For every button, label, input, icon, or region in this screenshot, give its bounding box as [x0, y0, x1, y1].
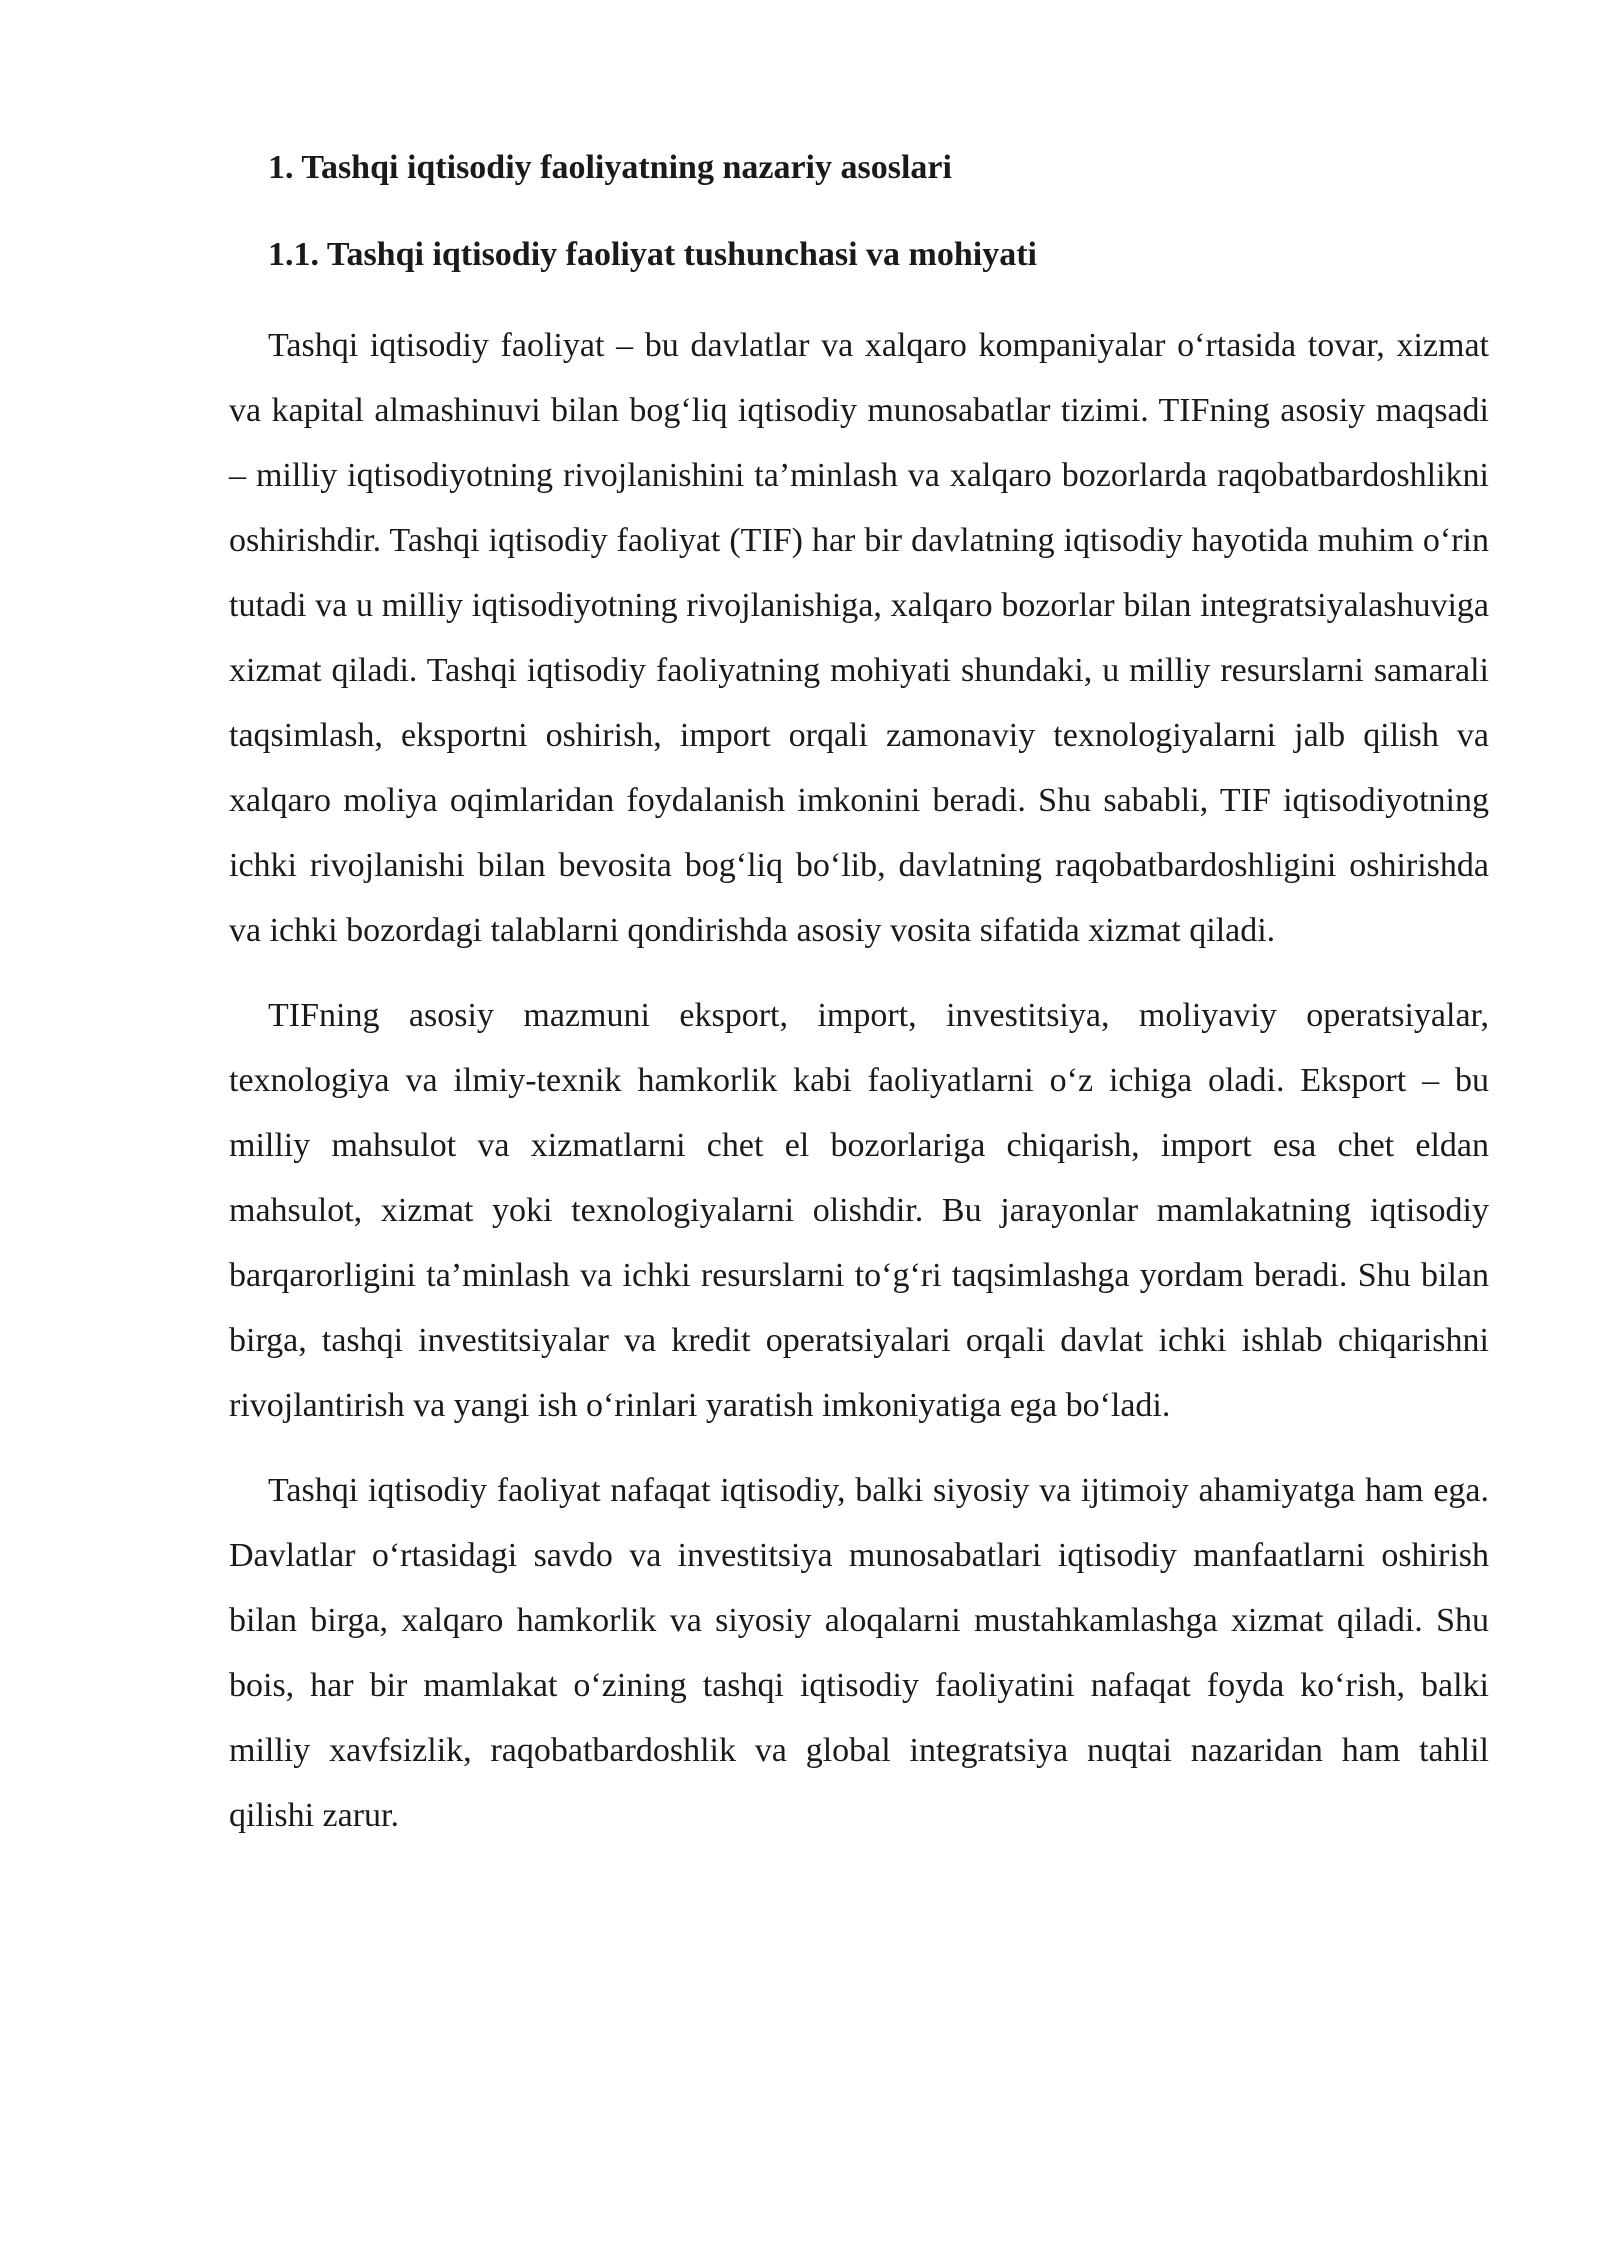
document-page	[229, 148, 1489, 1868]
chapter-heading: 1. Tashqi iqtisodiy faoliyatning nazariy asoslari	[268, 149, 952, 186]
paragraph-1: Tashqi iqtisodiy faoliyat – bu davlatlar va xalqaro kompaniyalar o‘rtasida tovar, xizmat va kapital almashinuvi bilan bog‘liq iqtisodiy munosabatlar tizimi. TIFning asosiy maqsadi – milliy iqtisodiyotning rivojlanishini ta’minlash va xalqaro bozorlarda raqobatbardoshlikni oshirishdir. Tashqi iqtisodiy faoliyat (TIF) har bir davlatning iqtisodiy hayotida muhim o‘rin tutadi va u milliy iqtisodiyotning rivojlanishiga, xalqaro bozorlar bilan integratsiyalashuviga xizmat qiladi. Tashqi iqtisodiy faoliyatning mohiyati shundaki, u milliy resurslarni samarali taqsimlash, eksportni oshirish, import orqali zamonaviy texnologiyalarni jalb qilish va xalqaro moliya oqimlaridan foydalanish imkonini beradi. Shu sababli, TIF iqtisodiyotning ichki rivojlanishi bilan bevosita bog‘liq bo‘lib, davlatning raqobatbardoshligini oshirishda va ichki bozordagi talablarni qondirishda asosiy vosita sifatida xizmat qiladi.	[229, 327, 1489, 949]
paragraph-3: Tashqi iqtisodiy faoliyat nafaqat iqtisodiy, balki siyosiy va ijtimoiy ahamiyatga ham ega. Davlatlar o‘rtasidagi savdo va investitsiya munosabatlari iqtisodiy manfaatlarni oshirish bilan birga, xalqaro hamkorlik va siyosiy aloqalarni mustahkamlashga xizmat qiladi. Shu bois, har bir mamlakat o‘zining tashqi iqtisodiy faoliyatini nafaqat foyda ko‘rish, balki milliy xavfsizlik, raqobatbardoshlik va global integratsiya nuqtai nazaridan ham tahlil qilishi zarur.	[229, 1472, 1489, 1834]
section-heading: 1.1. Tashqi iqtisodiy faoliyat tushunchasi va mohiyati	[268, 236, 1038, 273]
paragraph-2: TIFning asosiy mazmuni eksport, import, investitsiya, moliyaviy operatsiyalar, texnologiya va ilmiy-texnik hamkorlik kabi faoliyatlarni o‘z ichiga oladi. Eksport – bu milliy mahsulot va xizmatlarni chet el bozorlariga chiqarish, import esa chet eldan mahsulot, xizmat yoki texnologiyalarni olishdir. Bu jarayonlar mamlakatning iqtisodiy barqarorligini ta’minlash va ichki resurslarni to‘g‘ri taqsimlashga yordam beradi. Shu bilan birga, tashqi investitsiyalar va kredit operatsiyalari orqali davlat ichki ishlab chiqarishni rivojlantirish va yangi ish o‘rinlari yaratish imkoniyatiga ega bo‘ladi.	[229, 997, 1489, 1424]
